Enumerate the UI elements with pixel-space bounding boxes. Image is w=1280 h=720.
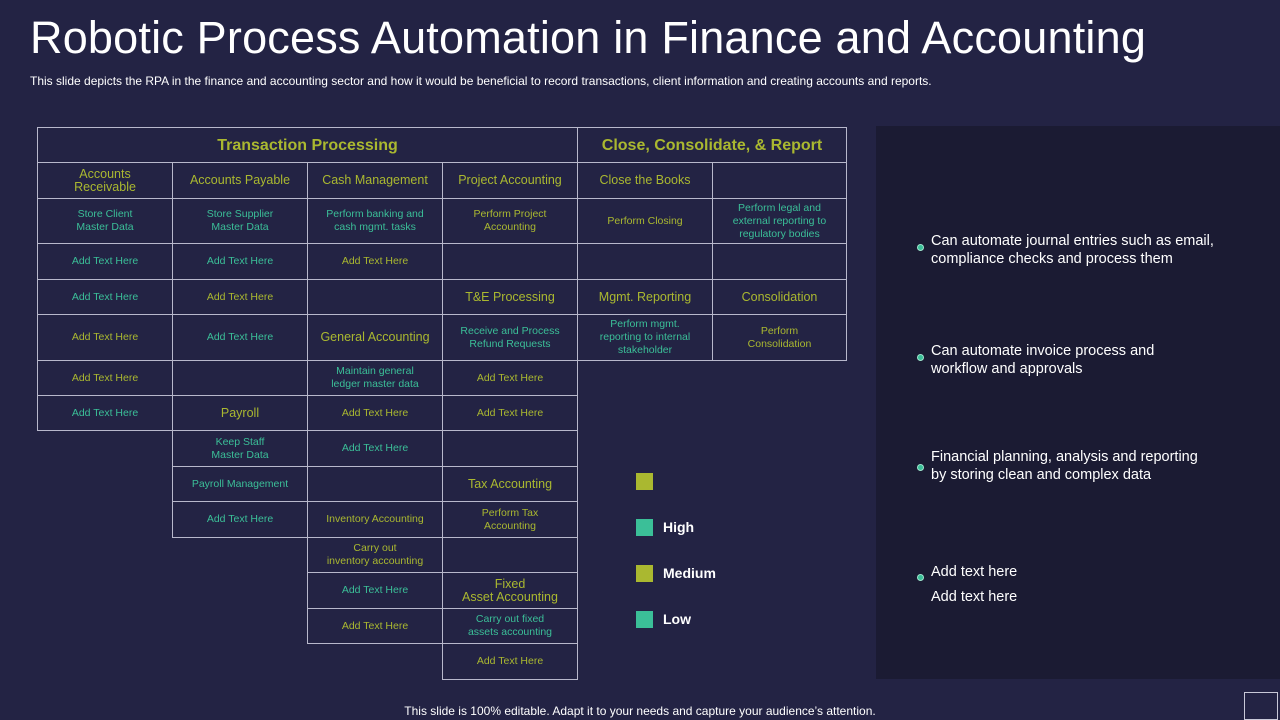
table-cell xyxy=(712,162,847,199)
table-category-cell: Fixed Asset Accounting xyxy=(442,572,578,609)
table-cell xyxy=(307,466,443,502)
table-cell: Carry out inventory accounting xyxy=(307,537,443,573)
table-cell: Add Text Here xyxy=(172,314,308,361)
table-category-cell: Cash Management xyxy=(307,162,443,199)
table-cell: Keep Staff Master Data xyxy=(172,430,308,467)
bullet-dot xyxy=(917,354,924,361)
legend-swatch-low xyxy=(636,611,653,628)
table-cell: Add Text Here xyxy=(307,243,443,280)
table-category-cell: General Accounting xyxy=(307,314,443,361)
table-cell: Perform Project Accounting xyxy=(442,198,578,244)
table-cell: Carry out fixed assets accounting xyxy=(442,608,578,644)
table-cell: Perform banking and cash mgmt. tasks xyxy=(307,198,443,244)
table-cell xyxy=(172,360,308,396)
slide-corner-box xyxy=(1244,692,1278,720)
table-cell: Store Client Master Data xyxy=(37,198,173,244)
table-cell: Perform Closing xyxy=(577,198,713,244)
table-section-header: Transaction Processing xyxy=(37,127,578,163)
table-cell: Perform Consolidation xyxy=(712,314,847,361)
table-cell: Receive and Process Refund Requests xyxy=(442,314,578,361)
benefit-financial-planning: Financial planning, analysis and reporting by storing clean and complex data xyxy=(931,449,1198,483)
table-cell xyxy=(307,279,443,315)
table-cell: Perform mgmt. reporting to internal stakeholder xyxy=(577,314,713,361)
benefit-journal-entries: Can automate journal entries such as email, compliance checks and process them xyxy=(931,233,1214,267)
legend-label-medium: Medium xyxy=(663,565,716,581)
table-cell xyxy=(712,243,847,280)
table-cell: Add Text Here xyxy=(442,643,578,680)
table-cell: Payroll Management xyxy=(172,466,308,502)
table-cell xyxy=(577,243,713,280)
table-category-cell: Accounts Receivable xyxy=(37,162,173,199)
table-cell: Add Text Here xyxy=(307,430,443,467)
table-cell: Add Text Here xyxy=(442,360,578,396)
bullet-dot xyxy=(917,464,924,471)
table-cell: Add Text Here xyxy=(172,243,308,280)
table-cell: Add Text Here xyxy=(172,501,308,538)
table-cell: Add Text Here xyxy=(307,395,443,431)
table-cell: Add Text Here xyxy=(37,279,173,315)
footer-note: This slide is 100% editable. Adapt it to your needs and capture your audience’s attention. xyxy=(404,704,876,718)
table-category-cell: Project Accounting xyxy=(442,162,578,199)
table-cell: Add Text Here xyxy=(307,572,443,609)
table-category-cell: Accounts Payable xyxy=(172,162,308,199)
table-cell: Add Text Here xyxy=(37,243,173,280)
table-cell: Add Text Here xyxy=(37,314,173,361)
table-category-cell: Consolidation xyxy=(712,279,847,315)
table-cell: Add Text Here xyxy=(307,608,443,644)
table-cell: Add Text Here xyxy=(37,360,173,396)
table-cell: Perform Tax Accounting xyxy=(442,501,578,538)
legend-label-high: High xyxy=(663,519,695,535)
table-cell xyxy=(442,243,578,280)
bullet-dot xyxy=(917,574,924,581)
table-category-cell: Payroll xyxy=(172,395,308,431)
bullet-dot xyxy=(917,244,924,251)
legend-swatch-high xyxy=(636,519,653,536)
benefit-invoice-process: Can automate invoice process and workflow and approvals xyxy=(931,343,1155,377)
table-cell: Maintain general ledger master data xyxy=(307,360,443,396)
table-cell: Add Text Here xyxy=(172,279,308,315)
slide-title: Robotic Process Automation in Finance and Accounting xyxy=(30,12,1147,63)
table-category-cell: Close the Books xyxy=(577,162,713,199)
table-cell xyxy=(442,430,578,467)
legend-label-low: Low xyxy=(663,611,691,627)
table-cell: Add Text Here xyxy=(442,395,578,431)
table-cell: Add Text Here xyxy=(37,395,173,431)
legend-swatch-medium xyxy=(636,565,653,582)
table-cell: Store Supplier Master Data xyxy=(172,198,308,244)
table-cell xyxy=(442,537,578,573)
table-category-cell: T&E Processing xyxy=(442,279,578,315)
table-cell: Inventory Accounting xyxy=(307,501,443,538)
table-category-cell: Mgmt. Reporting xyxy=(577,279,713,315)
table-category-cell: Tax Accounting xyxy=(442,466,578,502)
legend-swatch xyxy=(636,473,653,490)
table-section-header: Close, Consolidate, & Report xyxy=(577,127,847,163)
table-cell: Perform legal and external reporting to regulatory bodies xyxy=(712,198,847,244)
slide-subtitle: This slide depicts the RPA in the finance and accounting sector and how it would be beneficial to record transactions, client information and creating accounts and reports. xyxy=(30,74,932,88)
benefit-placeholder: Add text here Add text here xyxy=(931,564,1018,605)
